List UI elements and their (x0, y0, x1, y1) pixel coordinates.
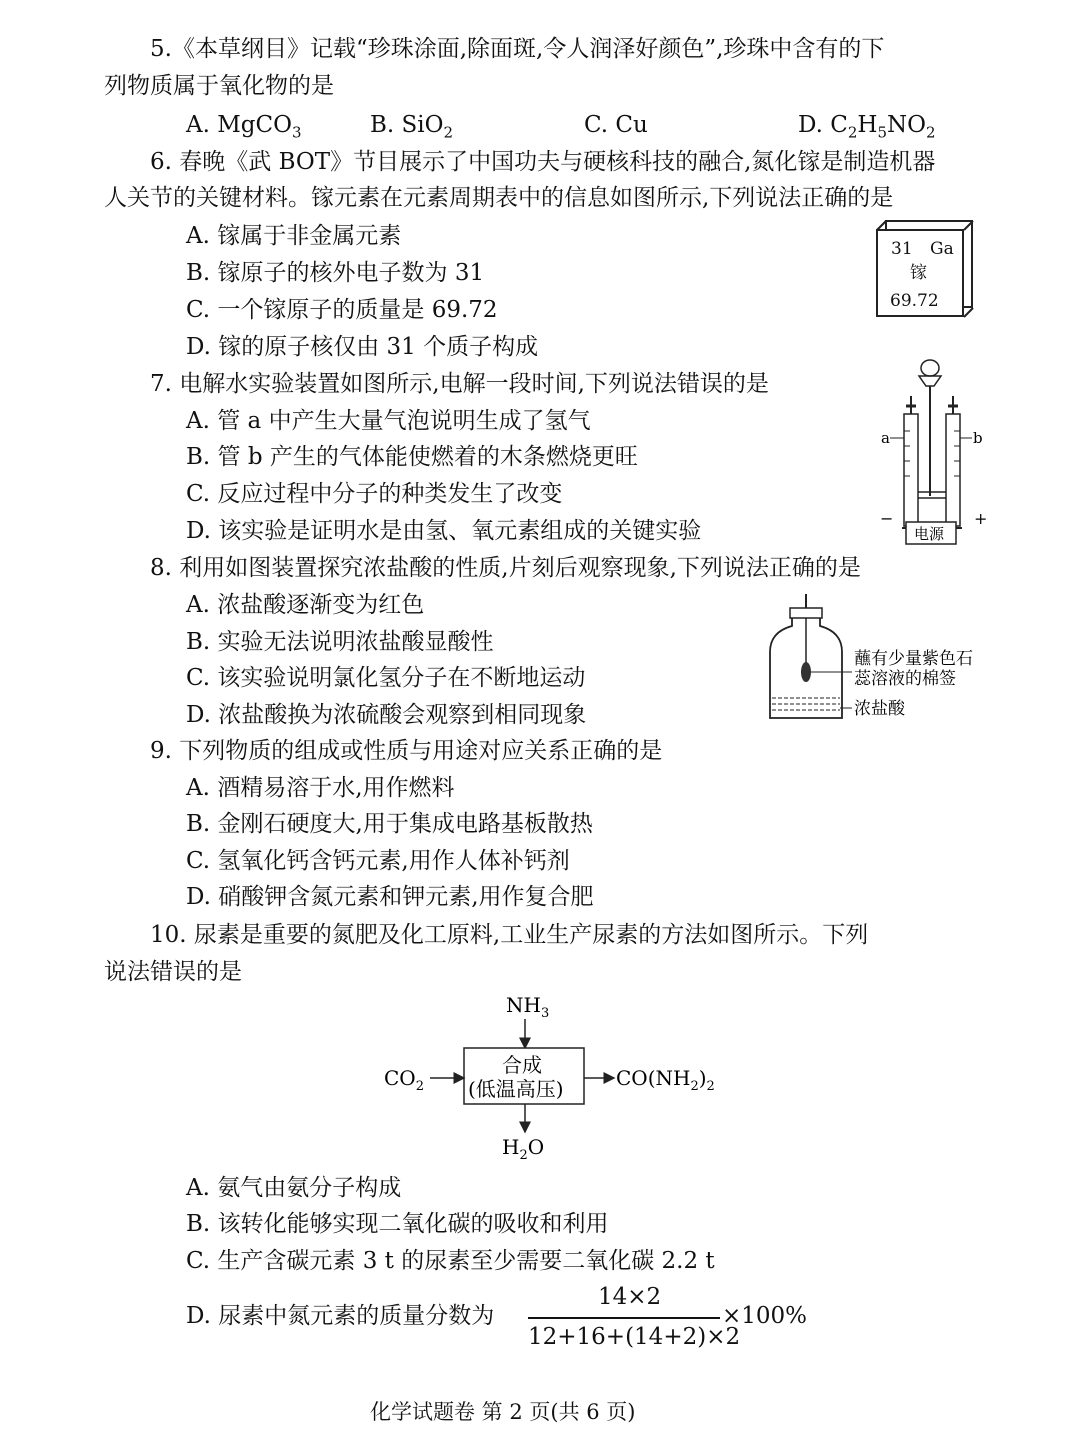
power-supply-label: 电源 (914, 525, 945, 543)
funnel-bulb (921, 360, 939, 376)
q9-option-c: C. 氢氧化钙含钙元素,用作人体补钙剂 (186, 848, 570, 874)
q5-option-d: D. $C_2H_5NO_2$ (798, 112, 936, 142)
cotton-swab (801, 662, 811, 682)
bottle-stopper (790, 608, 822, 618)
q10-stem-line1: 10. 尿素是重要的氮肥及化工原料,工业生产尿素的方法如图所示。下列 (150, 922, 869, 948)
flow-nh3-label: $NH_3$ (506, 993, 550, 1021)
label-tube-b: b (973, 429, 983, 447)
tile-element-name: 镓 (910, 263, 927, 283)
urea-synthesis-flowchart (380, 990, 720, 1160)
q9-option-a: A. 酒精易溶于水,用作燃料 (186, 775, 455, 801)
q6-stem-line2: 人关节的关键材料。镓元素在元素周期表中的信息如图所示,下列说法正确的是 (104, 185, 894, 211)
q8-option-c: C. 该实验说明氯化氢分子在不断地运动 (186, 665, 586, 691)
label-tube-a: a (881, 429, 890, 447)
fraction-bar (528, 1317, 720, 1319)
negative-terminal: − (880, 509, 894, 528)
label-hcl: 浓盐酸 (854, 699, 905, 719)
gallium-element-tile (876, 229, 972, 325)
tube-scale (904, 431, 960, 476)
page-footer: 化学试题卷 第 2 页(共 6 页) (370, 1400, 636, 1424)
hcl-liquid (771, 696, 841, 717)
q6-option-b: B. 镓原子的核外电子数为 31 (186, 260, 485, 286)
q8-stem: 8. 利用如图装置探究浓盐酸的性质,片刻后观察现象,下列说法正确的是 (150, 555, 861, 581)
flow-co2-label: $CO_2$ (384, 1066, 424, 1094)
fraction-numerator: 14×2 (598, 1284, 662, 1310)
synthesis-condition: (低温高压) (468, 1077, 564, 1101)
q6-stem-line1: 6. 春晚《武 BOT》节目展示了中国功夫与硬核科技的融合,氮化镓是制造机器 (150, 149, 936, 175)
flow-urea-label: $CO(NH_2)_2$ (616, 1066, 715, 1094)
q6-option-a: A. 镓属于非金属元素 (186, 223, 402, 249)
q7-stem: 7. 电解水实验装置如图所示,电解一段时间,下列说法错误的是 (150, 371, 769, 397)
hcl-bottle-apparatus (762, 592, 992, 724)
q5-option-b: B. SiO$_2$ (370, 112, 454, 142)
funnel-cone (919, 376, 941, 386)
q10-stem-line2: 说法错误的是 (104, 959, 242, 985)
q7-option-d: D. 该实验是证明水是由氢、氧元素组成的关键实验 (186, 518, 702, 544)
tile-symbol: Ga (930, 239, 954, 259)
fraction-percent-suffix: ×100% (722, 1303, 808, 1329)
q10-option-a: A. 氨气由氨分子构成 (186, 1175, 402, 1201)
q7-option-b: B. 管 b 产生的气体能使燃着的木条燃烧更旺 (186, 444, 638, 470)
fraction-denominator: 12+16+(14+2)×2 (528, 1324, 741, 1350)
tile-atomic-number: 31 (891, 239, 913, 259)
tile-atomic-mass: 69.72 (890, 291, 939, 311)
tile-front-face (876, 229, 964, 317)
q6-option-c: C. 一个镓原子的质量是 69.72 (186, 297, 498, 323)
q6-option-d: D. 镓的原子核仅由 31 个质子构成 (186, 334, 539, 360)
q5-option-c: C. Cu (584, 112, 648, 138)
flow-h2o-label: $H_2O$ (502, 1135, 545, 1160)
q5-option-a: A. MgCO$_3$ (186, 112, 302, 142)
q8-option-a: A. 浓盐酸逐渐变为红色 (186, 592, 425, 618)
q5-stem-line1: 5.《本草纲目》记载“珍珠涂面,除面斑,令人润泽好颜色”,珍珠中含有的下 (150, 36, 885, 62)
q9-stem: 9. 下列物质的组成或性质与用途对应关系正确的是 (150, 738, 663, 764)
q7-option-a: A. 管 a 中产生大量气泡说明生成了氢气 (186, 408, 591, 434)
label-swab-line2: 蕊溶液的棉签 (854, 669, 956, 689)
label-swab-line1: 蘸有少量紫色石 (854, 649, 973, 669)
q9-option-d: D. 硝酸钾含氮元素和钾元素,用作复合肥 (186, 884, 594, 910)
q10-option-b: B. 该转化能够实现二氧化碳的吸收和利用 (186, 1211, 609, 1237)
q10-option-d: D. 尿素中氮元素的质量分数为 (186, 1303, 495, 1329)
q10-option-c: C. 生产含碳元素 3 t 的尿素至少需要二氧化碳 2.2 t (186, 1248, 715, 1274)
q8-option-b: B. 实验无法说明浓盐酸显酸性 (186, 629, 494, 655)
q7-option-c: C. 反应过程中分子的种类发生了改变 (186, 481, 563, 507)
q8-option-d: D. 浓盐酸换为浓硫酸会观察到相同现象 (186, 702, 587, 728)
positive-terminal: + (974, 509, 988, 528)
electrolysis-apparatus (872, 356, 992, 548)
q5-stem-line2: 列物质属于氧化物的是 (104, 73, 334, 99)
q9-option-b: B. 金刚石硬度大,用于集成电路基板散热 (186, 811, 593, 837)
synthesis-label: 合成 (502, 1053, 542, 1077)
